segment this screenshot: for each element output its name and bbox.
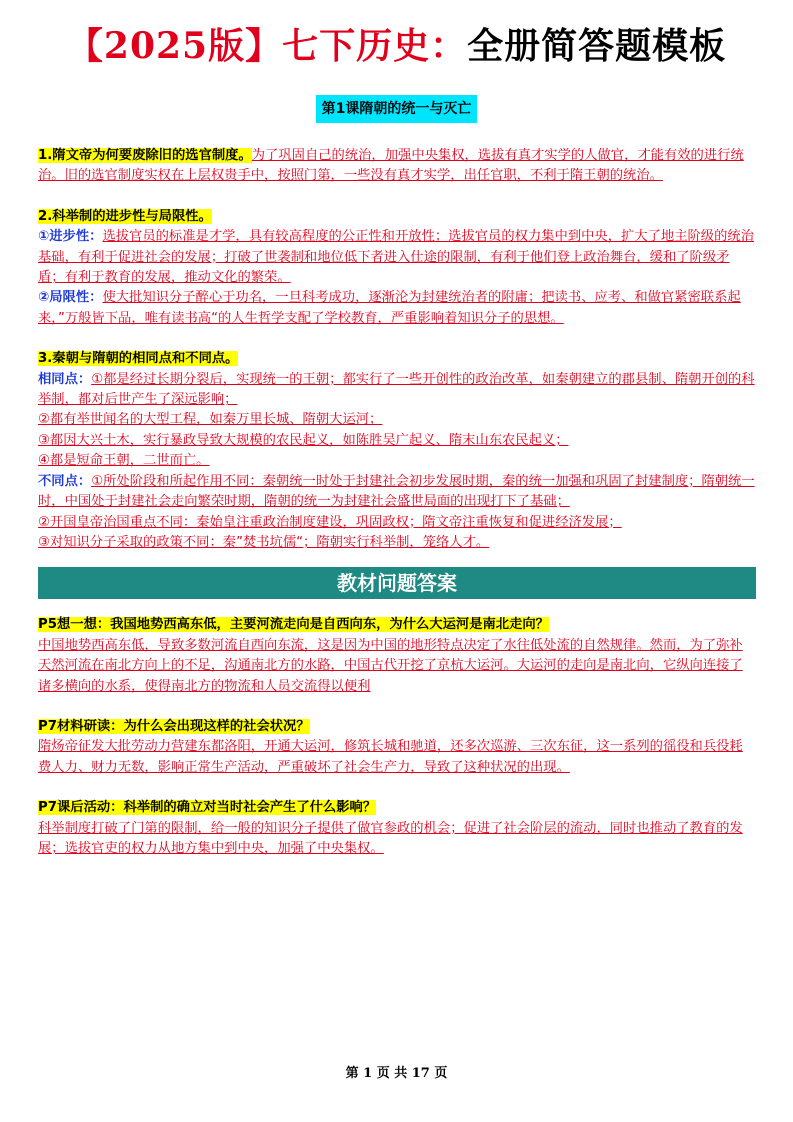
same-point-2 [38, 410, 756, 430]
same-answer-4: ④都是短命王朝，二世而亡。 [38, 453, 210, 469]
textbook-answer-p7-reading [38, 737, 756, 778]
same-point-1 [38, 370, 756, 411]
question-2-progress [38, 227, 756, 288]
diff-point-3 [38, 533, 756, 553]
textbook-question-p7-reading [38, 717, 756, 737]
same-answer-1: ①都是经过长期分裂后，实现统一的王朝；都实行了一些开创性的政治改革，如秦朝建立的郡县制、隋朝开创的科举制，都对后世产生了深远影响； [38, 371, 755, 408]
same-point-3 [38, 431, 756, 451]
diff-answer-2: ②开国皇帝治国重点不同：秦始皇注重政治制度建设，巩固政权；隋文帝注重恢复和促进经济发展； [38, 514, 622, 530]
same-answer-3: ③都因大兴土木，实行暴政导致大规模的农民起义，如陈胜吴广起义、隋末山东农民起义； [38, 432, 569, 448]
question-1-text: 1.隋文帝为何要废除旧的选官制度。 [38, 148, 252, 163]
p7a-answer: 隋炀帝征发大批劳动力营建东都洛阳，开通大运河，修筑长城和驰道，还多次巡游、三次东征，这一系列的徭役和兵役耗费人力、财力无数，影响正常生产活动，严重破坏了社会生产力，导致了这种状况的出现。 [38, 739, 743, 775]
page-title [0, 20, 793, 72]
question-2 [38, 207, 756, 227]
title-edition: 【2025版】七下历史： [66, 25, 468, 67]
page-footer: 第 1 页 共 17 页 [345, 1066, 448, 1081]
progress-label: ①进步性： [38, 229, 103, 245]
limit-label: ②局限性： [38, 290, 103, 306]
question-1 [38, 146, 756, 187]
p7b-answer: 科举制度打破了门第的限制，给一般的知识分子提供了做官参政的机会；促进了社会阶层的流动，同时也推动了教育的发展；选拔官吏的权力从地方集中到中央，加强了中央集权。 [38, 820, 743, 856]
diff-point-2 [38, 513, 756, 533]
question-2-limit [38, 288, 756, 329]
p7b-question: P7课后活动：科举制的确立对当时社会产生了什么影响？ [38, 800, 377, 816]
textbook-question-p5 [38, 615, 756, 635]
same-label: 相同点： [38, 371, 92, 387]
diff-answer-3: ③对知识分子采取的政策不同：秦”焚书坑儒“；隋朝实行科举制，笼络人才。 [38, 534, 490, 550]
same-point-4 [38, 451, 756, 471]
question-1-answer: 为了巩固自己的统治，加强中央集权，选拔有真才实学的人做官，才能有效的进行统治。旧的选官制度实权在上层权贵手中，按照门第，一些没有真才实学，出任官职，不利于隋王朝的统治。 [38, 148, 744, 184]
diff-answer-1: ①所处阶段和所起作用不同：秦朝统一时处于封建社会初步发展时期，秦的统一加强和巩固了封建制度；隋朝统一时，中国处于封建社会走向繁荣时期，隋朝的统一为封建社会盛世局面的出现打下了基础； [38, 473, 755, 510]
textbook-answer-p5 [38, 636, 756, 697]
limit-answer: 使大批知识分子醉心于功名，一旦科考成功，逐渐沦为封建统治者的附庸；把读书、应考、和做官紧密联系起来，”万般皆下品，唯有读书高“的人生哲学支配了学校教育，严重影响着知识分子的思想。 [38, 290, 741, 326]
textbook-answer-p7-activity [38, 819, 756, 860]
diff-label: 不同点： [38, 473, 92, 489]
title-main: 全册简答题模板 [467, 25, 727, 67]
p7a-question: P7材料研读：为什么会出现这样的社会状况？ [38, 718, 310, 734]
progress-answer: 选拔官员的标准是才学，具有较高程度的公正性和开放性；选拔官员的权力集中到中央，扩大了地主阶级的统治基础，有利于促进社会的发展；打破了世袭制和地位低下者进入仕途的限制，有利于他们登上政治舞台，缓和了阶级矛盾；有利于教育的发展，推动文化的繁荣。 [38, 229, 754, 286]
same-answer-2: ②都有举世闻名的大型工程，如秦万里长城、隋朝大运河； [38, 412, 383, 428]
diff-point-1 [38, 472, 756, 513]
p5-question: P5想一想：我国地势西高东低，主要河流走向是自西向东，为什么大运河是南北走向？ [38, 617, 549, 633]
p5-answer: 中国地势西高东低，导致多数河流自西向东流，这是因为中国的地形特点决定了水往低处流的自然规律。然而，为了弥补天然河流在南北方向上的不足，沟通南北方的水路，中国古代开挖了京杭大运河。大运河的走向是南北向，它纵向连接了诸多横向的水系，使得南北方的物流和人员交流得以便利 [38, 637, 743, 694]
content-body [38, 146, 756, 859]
section-heading: 教材问题答案 [38, 567, 756, 599]
lesson-heading [0, 95, 793, 123]
question-3 [38, 349, 756, 369]
question-3-text: 3.秦朝与隋朝的相同点和不同点。 [38, 351, 239, 367]
textbook-question-p7-activity [38, 798, 756, 818]
question-2-text: 2.科举制的进步性与局限性。 [38, 208, 212, 224]
lesson-label: 第1课隋朝的统一与灭亡 [316, 95, 478, 123]
